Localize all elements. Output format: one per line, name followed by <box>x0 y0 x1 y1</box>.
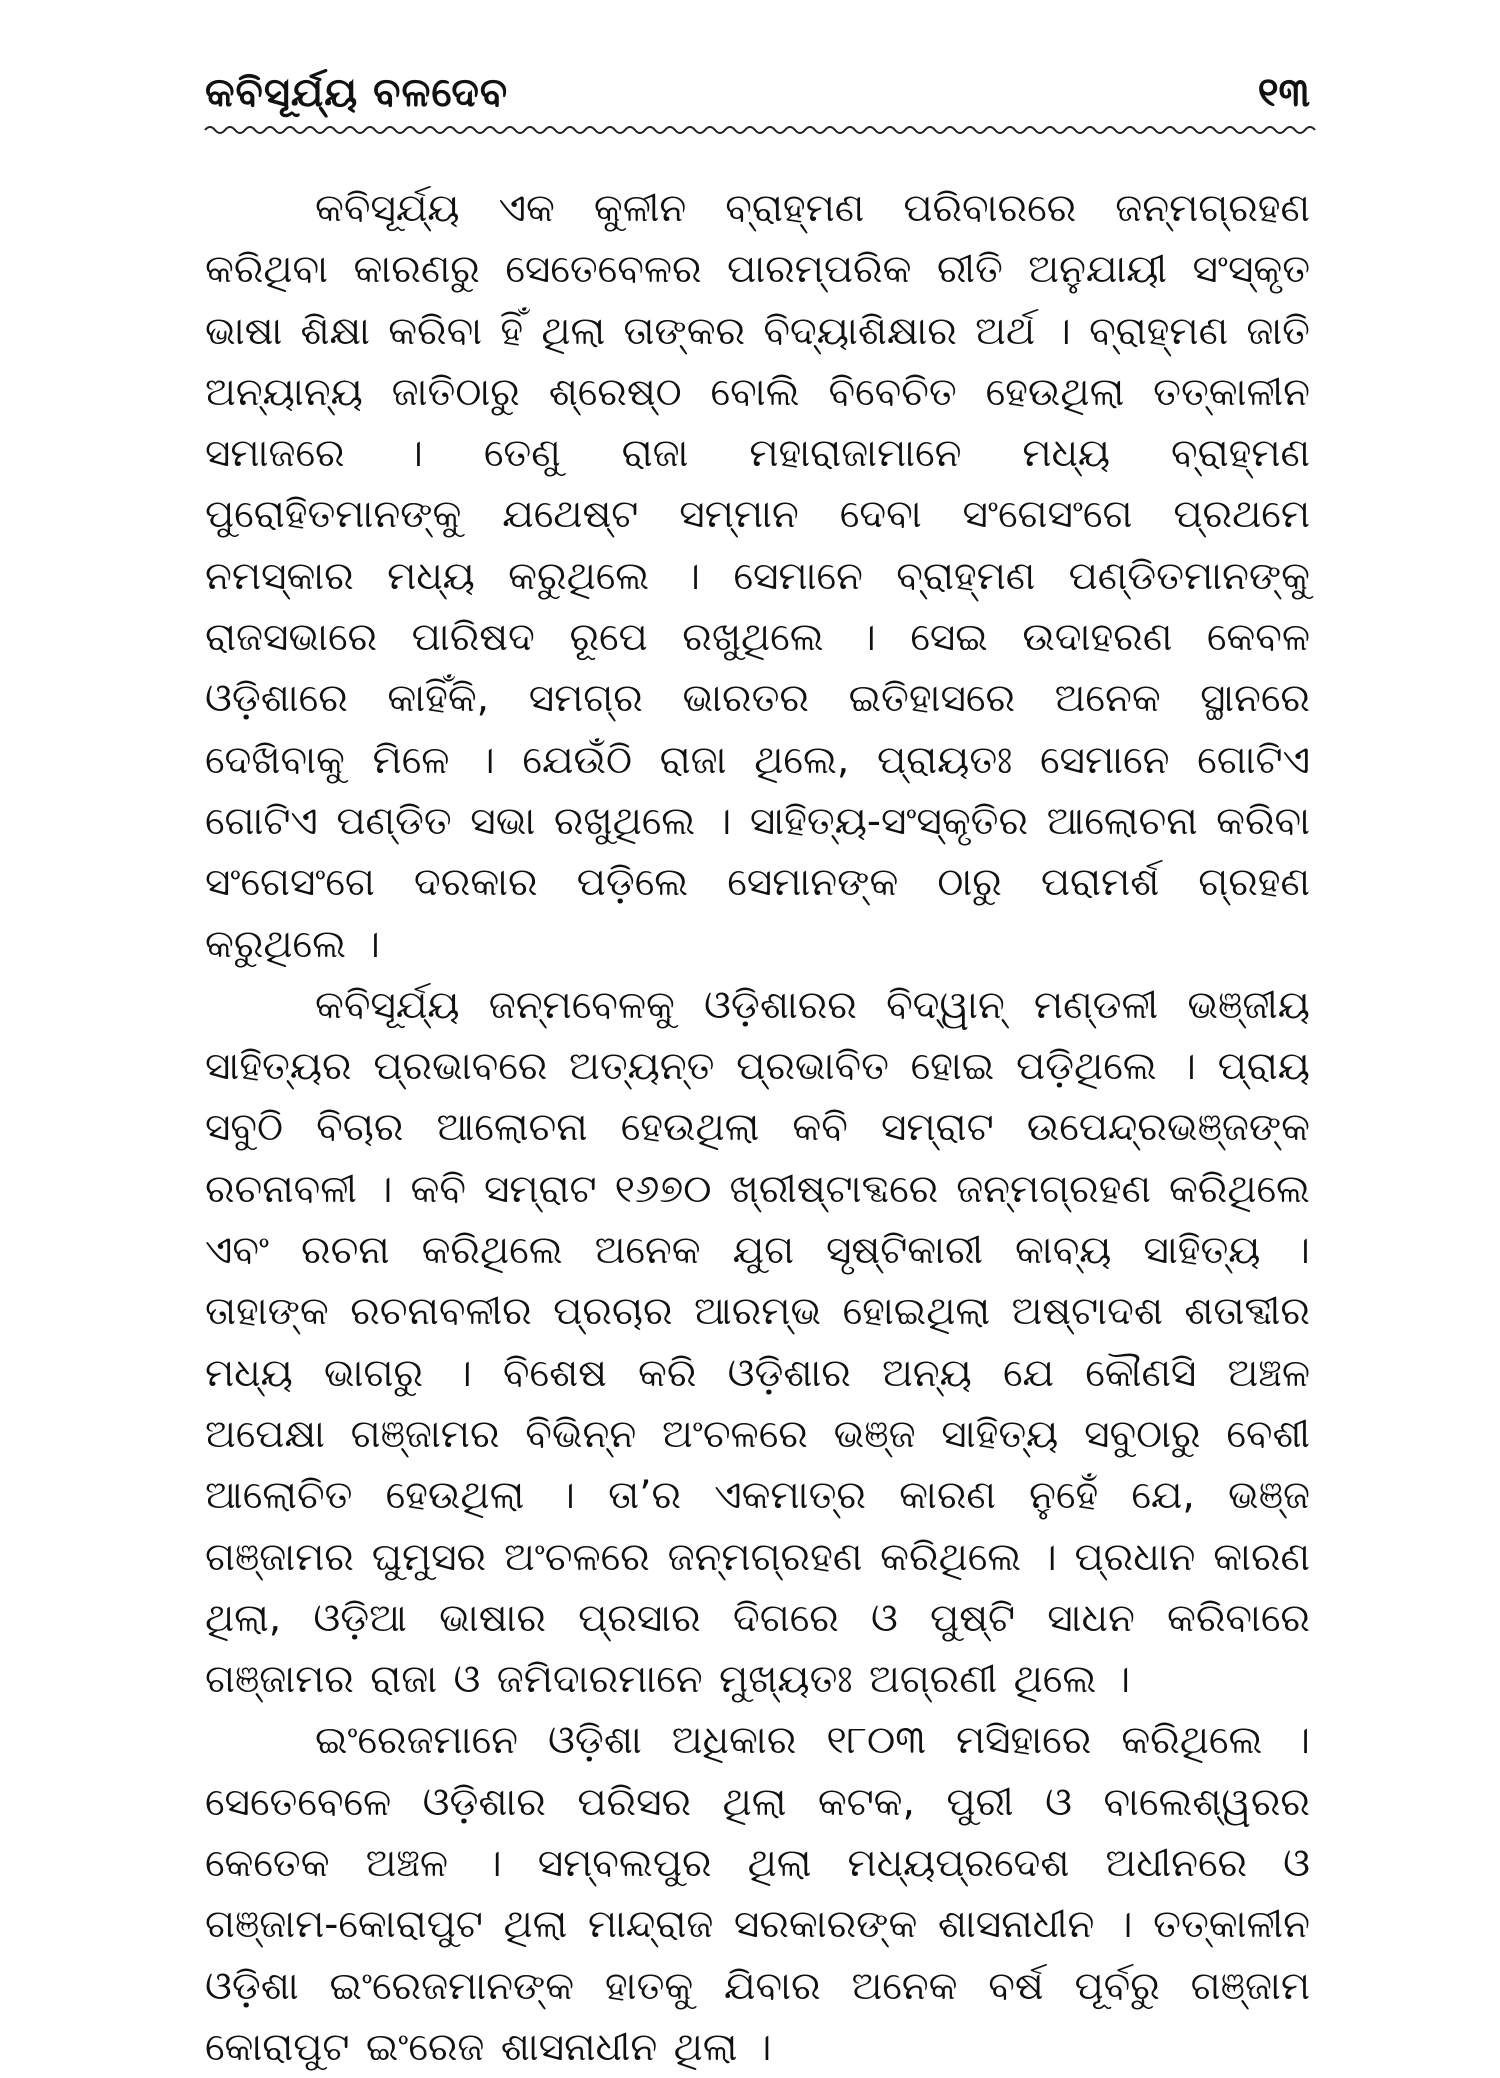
paragraph-1: କବିସୂର୍ଯ୍ୟ ଏକ କୁଳୀନ ବ୍ରାହ୍ମଣ ପରିବାରରେ ଜନ୍ମଗ୍ରହଣ କରିଥିବା କାରଣରୁ ସେତେବେଳର ପାରମ୍ପରିକ ରୀତି ଅନୁଯାୟୀ ସଂସ୍କୃତ ଭାଷା ଶିକ୍ଷା କରିବା ହିଁ ଥିଲା ତାଙ୍କର ବିଦ୍ୟାଶିକ୍ଷାର ଅର୍ଥ । ବ୍ରାହ୍ମଣ ଜାତି ଅନ୍ୟାନ୍ୟ ଜାତିଠାରୁ ଶ୍ରେଷ୍ଠ ବୋଲି ବିବେଚିତ ହେଉଥିଲା ତତ୍‌କାଳୀନ ସମାଜରେ । ତେଣୁ ରାଜା ମହାରାଜାମାନେ ମଧ୍ୟ ବ୍ରାହ୍ମଣ ପୁରୋହିତମାନଙ୍କୁ ଯଥେଷ୍ଟ ସମ୍ମାନ ଦେବା ସଂଗେସଂଗେ ପ୍ରଥମେ ନମସ୍କାର ମଧ୍ୟ କରୁଥିଲେ । ସେମାନେ ବ୍ରାହ୍ମଣ ପଣ୍ଡିତମାନଙ୍କୁ ରାଜସଭାରେ ପାରିଷଦ ରୂପେ ରଖୁଥିଲେ । ସେଇ ଉଦାହରଣ କେବଳ ଓଡ଼ିଶାରେ କାହିଁକି, ସମଗ୍ର ଭାରତର ଇତିହାସରେ ଅନେକ ସ୍ଥାନରେ ଦେଖିବାକୁ ମିଳେ । ଯେଉଁଠି ରାଜା ଥିଲେ, ପ୍ରାୟତଃ ସେମାନେ ଗୋଟିଏ ଗୋଟିଏ ପଣ୍ଡିତ ସଭା ରଖୁଥିଲେ । ସାହିତ୍ୟ-ସଂସ୍କୃତିର ଆଲୋଚନା କରିବା ସଂଗେସଂଗେ ଦରକାର ପଡ଼ିଲେ ସେମାନଙ୍କ ଠାରୁ ପରାମର୍ଶ ଗ୍ରହଣ କରୁଥିଲେ । <box>205 186 1310 967</box>
paragraph-2: କବିସୂର୍ଯ୍ୟ ଜନ୍ମବେଳକୁ ଓଡ଼ିଶାରର ବିଦ୍ୱାନ୍ ମଣ୍ଡଳୀ ଭଞ୍ଜୀୟ ସାହିତ୍ୟର ପ୍ରଭାବରେ ଅତ୍ୟନ୍ତ ପ୍ରଭାବିତ ହୋଇ ପଡ଼ିଥିଲେ । ପ୍ରାୟ ସବୁଠି ବିଚାର ଆଲୋଚନା ହେଉଥିଲା କବି ସମ୍ରାଟ ଉପେନ୍ଦ୍ରଭଞ୍ଜଙ୍କ ରଚନାବଳୀ । କବି ସମ୍ରାଟ ୧୬୭୦ ଖ୍ରୀଷ୍ଟାବ୍ଦରେ ଜନ୍ମଗ୍ରହଣ କରିଥିଲେ ଏବଂ ରଚନା କରିଥିଲେ ଅନେକ ଯୁଗ ସୃଷ୍ଟିକାରୀ କାବ୍ୟ ସାହିତ୍ୟ । ତାହାଙ୍କ ରଚନାବଳୀର ପ୍ରଚାର ଆରମ୍ଭ ହୋଇଥିଲା ଅଷ୍ଟାଦଶ ଶତାବ୍ଦୀର ମଧ୍ୟ ଭାଗରୁ । ବିଶେଷ କରି ଓଡ଼ିଶାର ଅନ୍ୟ ଯେ କୌଣସି ଅଞ୍ଚଳ ଅପେକ୍ଷା ଗଞ୍ଜାମର ବିଭିନ୍ନ ଅଂଚଳରେ ଭଞ୍ଜ ସାହିତ୍ୟ ସବୁଠାରୁ ବେଶୀ ଆଲୋଚିତ ହେଉଥିଲା । ତା’ର ଏକମାତ୍ର କାରଣ ନୁହେଁ ଯେ, ଭଞ୍ଜ ଗଞ୍ଜାମର ଘୁମୁସର ଅଂଚଳରେ ଜନ୍ମଗ୍ରହଣ କରିଥିଲେ । ପ୍ରଧାନ କାରଣ ଥିଲା, ଓଡ଼ିଆ ଭାଷାର ପ୍ରସାର ଦିଗରେ ଓ ପୁଷ୍ଟି ସାଧନ କରିବାରେ ଗଞ୍ଜାମର ରାଜା ଓ ଜମିଦାରମାନେ ମୁଖ୍ୟତଃ ଅଗ୍ରଣୀ ଥିଲେ । <box>205 982 1310 1703</box>
paragraph-3: ଇଂରେଜମାନେ ଓଡ଼ିଶା ଅଧିକାର ୧୮୦୩ ମସିହାରେ କରିଥିଲେ । ସେତେବେଳେ ଓଡ଼ିଶାର ପରିସର ଥିଲା କଟକ, ପୁରୀ ଓ ବାଲେଶ୍ୱରର କେତେକ ଅଞ୍ଚଳ । ସମ୍ବଲପୁର ଥିଲା ମଧ୍ୟପ୍ରଦେଶ ଅଧୀନରେ ଓ ଗଞ୍ଜାମ-କୋରାପୁଟ ଥିଲା ମାନ୍ଦ୍ରାଜ ସରକାରଙ୍କ ଶାସନାଧୀନ । ତତ୍‌କାଳୀନ ଓଡ଼ିଶା ଇଂରେଜମାନଙ୍କ ହାତକୁ ଯିବାର ଅନେକ ବର୍ଷ ପୂର୍ବରୁ ଗଞ୍ଜାମ କୋରାପୁଟ ଇଂରେଜ ଶାସନାଧୀନ ଥିଲା । <box>205 1718 1310 2070</box>
wavy-divider <box>205 122 1310 138</box>
page-number: ୧୩ <box>1257 70 1310 116</box>
running-title: କବିସୂର୍ଯ୍ୟ ବଳଦେବ <box>205 70 509 116</box>
body-text <box>205 178 1310 2078</box>
